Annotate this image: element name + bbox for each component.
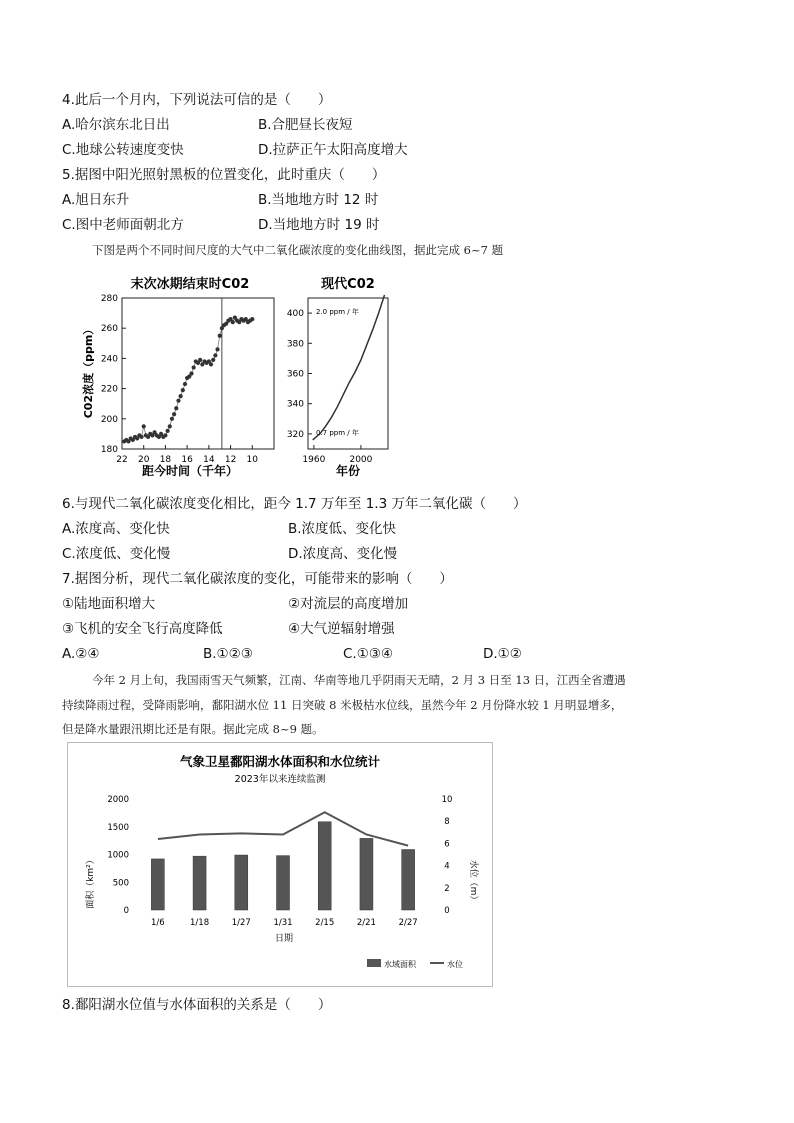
q5-stem: 5.据图中阳光照射黑板的位置变化，此时重庆（ ）	[62, 167, 386, 183]
chart1-data-point	[174, 406, 178, 410]
chart1-xtick-label: 10	[246, 455, 259, 465]
chart1-ytick-label: 220	[100, 384, 118, 395]
chart2-ytick-label: 340	[286, 399, 304, 410]
q7-item-4: ④大气逆辐射增强	[288, 621, 395, 637]
chart3-bar	[235, 855, 248, 910]
q5-option-b[interactable]: B.当地地方时 12 时	[258, 192, 379, 208]
chart1-ytick-label: 200	[100, 414, 118, 425]
chart1-data-point	[181, 388, 185, 392]
chart3-xtick-label: 2/27	[398, 918, 418, 928]
chart1-data-point	[231, 320, 235, 324]
chart1-data-point	[170, 417, 174, 421]
chart1-data-point	[250, 317, 254, 321]
chart1-xtick-label: 20	[137, 455, 150, 465]
chart3-xtick-label: 2/15	[315, 918, 335, 928]
q7-option-a[interactable]: A.②④	[62, 646, 100, 662]
chart3-xlabel: 日期	[274, 934, 294, 944]
legend-area-label: 水域面积	[384, 960, 416, 969]
chart3-y2tick-label: 4	[444, 861, 450, 872]
chart3-y2tick-label: 8	[444, 817, 450, 828]
intro-8-9-line1: 今年 2 月上旬，我国雨雪天气频繁，江南、华南等地几乎阴雨天无晴，2 月 3 日至 13 日，江西全省遭遇	[92, 673, 626, 687]
chart2-ytick-label: 320	[286, 429, 304, 440]
chart1-xtick-label: 18	[159, 455, 172, 465]
chart1-data-point	[215, 347, 219, 351]
chart1-data-point	[179, 394, 183, 398]
q4-option-a[interactable]: A.哈尔滨东北日出	[62, 117, 170, 133]
q6-option-a[interactable]: A.浓度高、变化快	[62, 521, 170, 537]
q7-item-3: ③飞机的安全飞行高度降低	[62, 621, 223, 637]
chart1-data-point	[209, 362, 213, 366]
chart3-bar	[277, 856, 290, 910]
chart1-data-point	[198, 358, 202, 362]
q6-option-b[interactable]: B.浓度低、变化快	[288, 521, 397, 537]
chart1-title: 末次冰期结束时C02	[130, 277, 250, 292]
q7-option-d[interactable]: D.①②	[483, 646, 522, 662]
chart1-data-point	[168, 424, 172, 428]
chart1-xlabel: 距今时间（千年）	[141, 464, 239, 478]
q7-option-c[interactable]: C.①③④	[343, 646, 394, 662]
chart2-annotation-bottom: 0.7 ppm / 年	[316, 429, 359, 437]
legend-area-swatch	[367, 959, 381, 967]
chart3-y2tick-label: 0	[444, 906, 450, 916]
q6-option-c[interactable]: C.浓度低、变化慢	[62, 546, 171, 562]
q6-option-d[interactable]: D.浓度高、变化慢	[288, 546, 398, 562]
chart3-ylabel: 面积（km²）	[86, 855, 96, 909]
chart2-ytick-label: 360	[286, 369, 304, 380]
chart3-subtitle: 2023年以来连续监测	[234, 774, 326, 785]
q7-option-b[interactable]: B.①②③	[203, 646, 253, 662]
chart3-bar	[318, 822, 331, 910]
q4-option-d[interactable]: D.拉萨正午太阳高度增大	[258, 142, 408, 158]
chart3-y2label: 水位（m）	[468, 859, 478, 905]
q4-option-c[interactable]: C.地球公转速度变快	[62, 142, 184, 158]
intro-8-9-line2: 持续降雨过程，受降雨影响，鄱阳湖水位 11 日突破 8 米极枯水位线，虽然今年 2 月份降水较 1 月明显增多，	[62, 698, 623, 712]
chart2-xtick-label: 2000	[349, 455, 373, 465]
chart-modern-co2	[276, 266, 396, 481]
q7-stem: 7.据图分析，现代二氧化碳浓度的变化，可能带来的影响（ ）	[62, 571, 453, 587]
chart1-ytick-label: 180	[100, 445, 118, 455]
q8-stem: 8.鄱阳湖水位值与水体面积的关系是（ ）	[62, 997, 332, 1013]
chart1-data-point	[183, 382, 187, 386]
q4-option-b[interactable]: B.合肥昼长夜短	[258, 117, 353, 133]
chart1-xtick-label: 12	[224, 455, 237, 465]
chart3-xtick-label: 1/27	[231, 918, 251, 928]
chart1-data-point	[139, 435, 143, 439]
chart2-ytick-label: 380	[286, 339, 304, 350]
chart1-ytick-label: 260	[100, 324, 118, 335]
q7-item-2: ②对流层的高度增加	[288, 596, 409, 612]
chart1-data-point	[176, 399, 180, 403]
chart1-data-point	[172, 412, 176, 416]
chart3-xtick-label: 1/31	[273, 918, 293, 928]
chart-glacial-co2	[72, 266, 282, 481]
q5-option-c[interactable]: C.图中老师面朝北方	[62, 217, 184, 233]
chart3-y2tick-label: 10	[441, 795, 453, 805]
chart1-data-point	[166, 429, 170, 433]
chart3-bar	[360, 838, 373, 910]
q7-item-1: ①陆地面积增大	[62, 596, 156, 612]
chart2-series-line	[313, 295, 385, 440]
q6-stem: 6.与现代二氧化碳浓度变化相比，距今 1.7 万年至 1.3 万年二氧化碳（ ）	[62, 496, 527, 512]
chart1-xtick-label: 22	[116, 455, 128, 465]
q4-stem: 4.此后一个月内，下列说法可信的是（ ）	[62, 92, 332, 108]
legend-level-label: 水位	[447, 960, 463, 969]
chart3-ytick-label: 1500	[107, 822, 129, 833]
chart2-ytick-label: 400	[286, 309, 304, 320]
chart1-data-point	[218, 334, 222, 338]
chart3-xtick-label: 2/21	[356, 918, 376, 928]
chart1-ytick-label: 240	[100, 354, 118, 365]
chart1-data-point	[211, 358, 215, 362]
chart1-data-point	[142, 424, 146, 428]
chart-poyang-lake	[67, 742, 493, 987]
chart1-ylabel: C02浓度（ppm）	[82, 323, 95, 419]
chart2-annotation-top: 2.0 ppm / 年	[316, 308, 359, 316]
chart3-ytick-label: 2000	[107, 795, 129, 805]
chart2-title: 现代C02	[321, 277, 375, 292]
chart1-data-point	[213, 353, 217, 357]
chart3-ytick-label: 500	[112, 878, 129, 889]
chart1-xtick-label: 14	[203, 455, 215, 465]
chart3-bar	[193, 856, 206, 910]
chart3-title: 气象卫星鄱阳湖水体面积和水位统计	[179, 754, 381, 769]
intro-8-9-line3: 但是降水量跟汛期比还是有限。据此完成 8~9 题。	[62, 722, 324, 736]
chart3-ytick-label: 0	[123, 906, 129, 916]
chart3-xtick-label: 1/18	[190, 918, 210, 928]
chart3-y2tick-label: 6	[444, 839, 450, 850]
chart3-bar	[402, 850, 415, 910]
chart1-ytick-label: 280	[100, 294, 118, 304]
chart1-data-point	[189, 371, 193, 375]
q5-option-a[interactable]: A.旭日东升	[62, 192, 130, 208]
chart3-bar	[151, 859, 164, 910]
chart2-xtick-label: 1960	[302, 455, 326, 465]
chart1-xtick-label: 16	[181, 455, 193, 465]
chart3-xtick-label: 1/6	[151, 918, 165, 928]
chart1-data-point	[192, 365, 196, 369]
chart2-xlabel: 年份	[335, 464, 361, 478]
q5-option-d[interactable]: D.当地地方时 19 时	[258, 217, 380, 233]
chart3-ytick-label: 1000	[107, 850, 129, 861]
chart1-data-point	[163, 433, 167, 437]
intro-6-7: 下图是两个不同时间尺度的大气中二氧化碳浓度的变化曲线图，据此完成 6~7 题	[92, 243, 504, 257]
chart3-y2tick-label: 2	[444, 883, 450, 894]
